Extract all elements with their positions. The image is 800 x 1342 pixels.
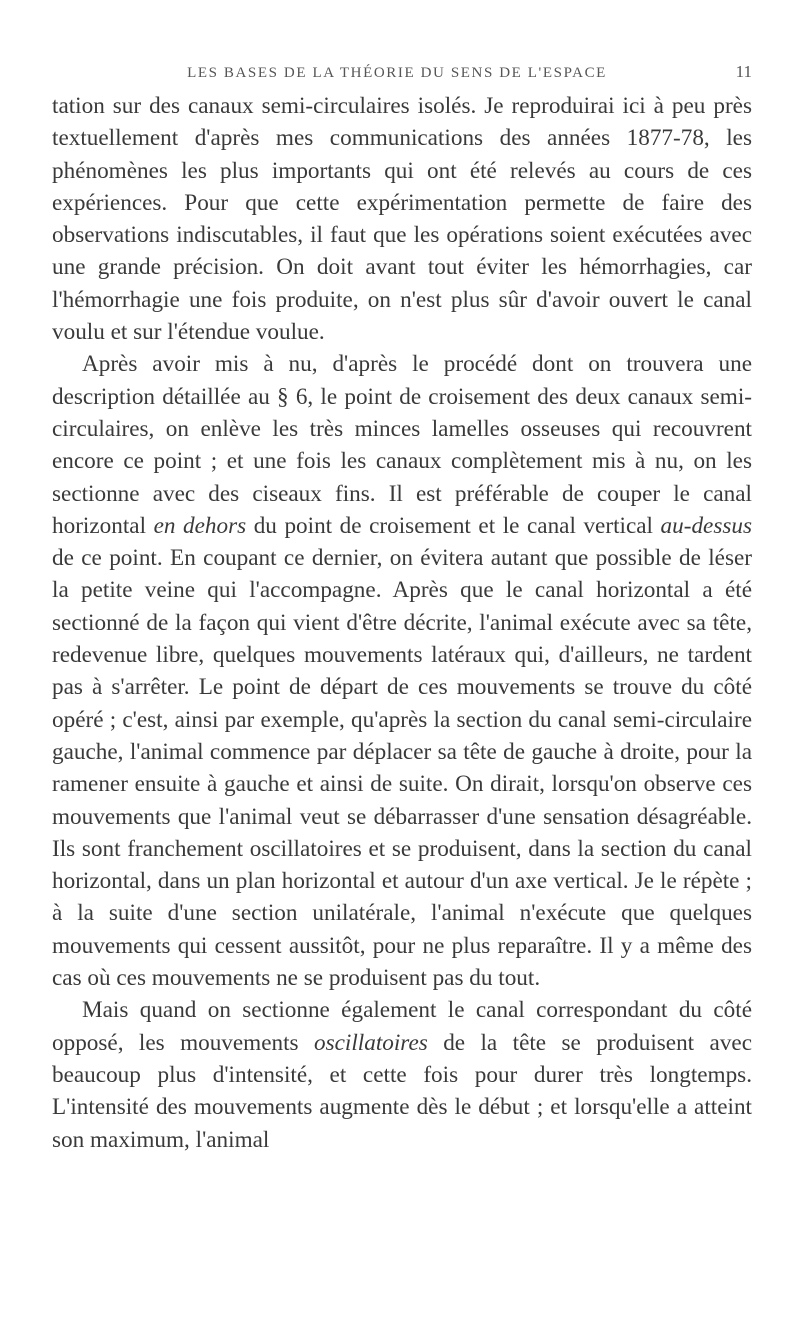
paragraph-2	[52, 348, 752, 994]
italic-run: oscillatoires	[313, 1029, 428, 1056]
text-run: Après avoir mis à nu, d'après le procédé dont on trouvera une description détaillée au § 6, le point de croisement des deux canaux semi-circulaires, on enlève les très minces lamelles osseuses qui recouvrent encore ce point ; et une fois les canaux complètement mis à nu, on les sectionne avec des ciseaux fins. Il est préférable de couper le canal horizontal	[52, 351, 752, 539]
italic-run: au-dessus	[660, 512, 752, 539]
italic-run: en dehors	[153, 512, 247, 539]
text-run: de la tête se produisent avec beaucoup plus d'intensité, et cette fois pour durer très longtemps. L'intensité des mouvements augmente dès le début ; et lorsqu'elle a atteint son maximum, l'animal	[52, 1029, 753, 1153]
running-head	[52, 62, 752, 82]
text-run: du point de croisement et le canal vertical	[246, 512, 661, 539]
paragraph-3	[52, 994, 752, 1155]
running-title: LES BASES DE LA THÉORIE DU SENS DE L'ESPACE	[187, 65, 607, 81]
page-number: 11	[735, 62, 752, 81]
paragraph-1	[52, 90, 752, 348]
body-text	[52, 90, 752, 1156]
book-page	[52, 0, 752, 1342]
text-run: de ce point. En coupant ce dernier, on évitera autant que possible de léser la petite veine qui l'accompagne. Après que le canal horizontal a été sectionné de la façon qui vient d'être décrite, l'animal exécute avec sa tête, redevenue libre, quelques mouvements latéraux qui, d'ailleurs, ne tardent pas à s'arrêter. Le point de départ de ces mouvements se trouve du côté opéré ; c'est, ainsi par exemple, qu'après la section du canal semi-circulaire gauche, l'animal commence par déplacer sa tête de gauche à droite, pour la ramener ensuite à gauche et ainsi de suite. On dirait, lorsqu'on observe ces mouvements que l'animal veut se débarrasser d'une sensation désagréable. Ils sont franchement oscillatoires et se produisent, dans la section du canal horizontal, dans un plan horizontal et autour d'un axe vertical. Je le répète ; à la suite d'une section unilatérale, l'animal n'exécute que quelques mouvements qui cessent aussitôt, pour ne plus reparaître. Il y a même des cas où ces mouvements ne se produisent pas du tout.	[52, 545, 752, 992]
text-run: Mais quand on sectionne également le canal correspondant du côté opposé, les mouvements	[52, 997, 752, 1056]
text-run: tation sur des canaux semi-circulaires isolés. Je reproduirai ici à peu près textuellement d'après mes communications des années 1877-78, les phénomènes les plus importants qui ont été relevés au cours de ces expériences. Pour que cette expérimentation permette de faire des observations indiscutables, il faut que les opérations soient exécutées avec une grande précision. On doit avant tout éviter les hémorrhagies, car l'hémorrhagie une fois produite, on n'est plus sûr d'avoir ouvert le canal voulu et sur l'étendue voulue.	[52, 93, 752, 346]
